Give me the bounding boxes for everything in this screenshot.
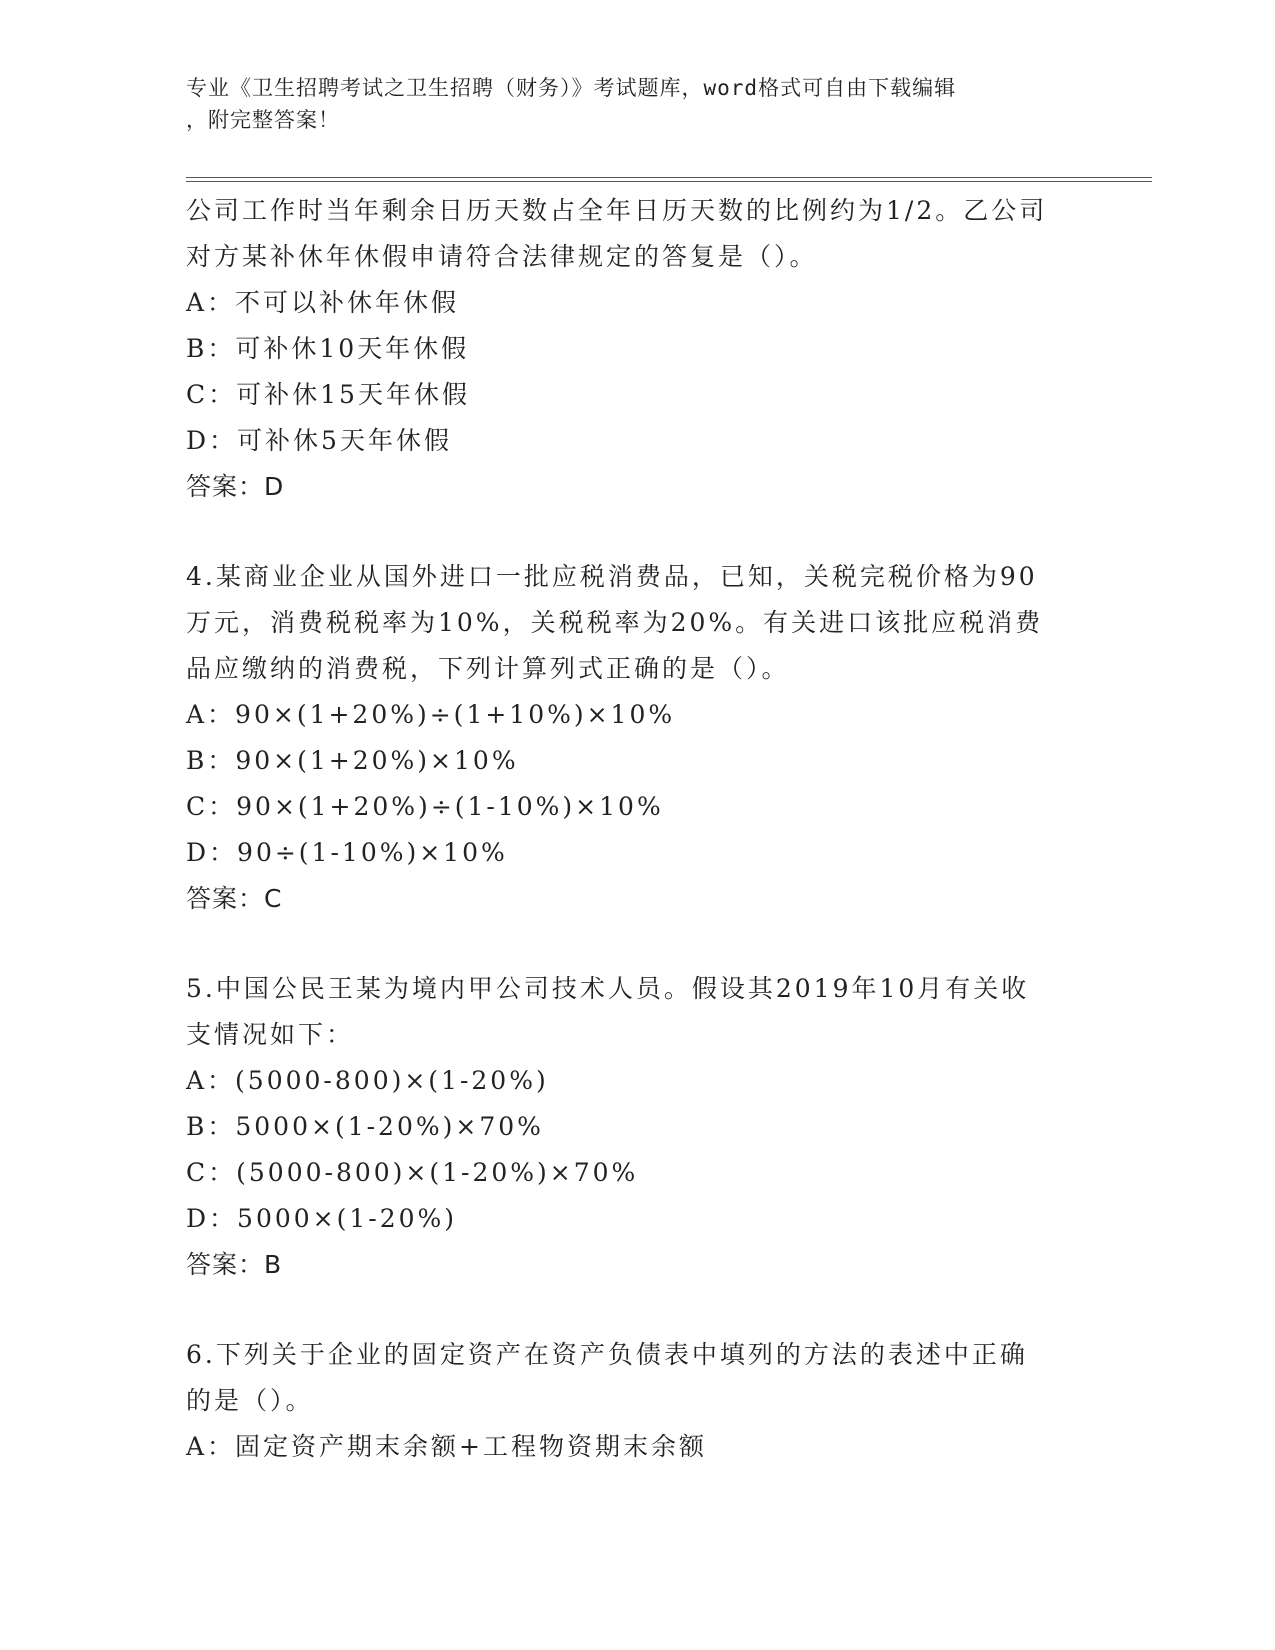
question-stem-line: 5.中国公民王某为境内甲公司技术人员。假设其2019年10月有关收	[186, 974, 1030, 1003]
answer-text: 答案：D	[186, 472, 285, 501]
option-b: B：5000×(1-20%)×70%	[186, 1112, 544, 1141]
answer-text: 答案：C	[186, 884, 283, 913]
question-stem-line: 的是（）。	[186, 1386, 314, 1415]
option-a: A：固定资产期末余额+工程物资期末余额	[186, 1432, 708, 1461]
option-a: A：(5000-800)×(1-20%)	[186, 1066, 549, 1095]
question-stem-line: 对方某补休年休假申请符合法律规定的答复是（）。	[186, 242, 818, 271]
header-line-1: 专业《卫生招聘考试之卫生招聘（财务）》考试题库，word格式可自由下载编辑	[186, 76, 957, 100]
question-stem-line: 4.某商业企业从国外进口一批应税消费品，已知，关税完税价格为90	[186, 562, 1038, 591]
option-a: A：不可以补休年休假	[186, 288, 460, 317]
option-c: C：90×(1+20%)÷(1-10%)×10%	[186, 792, 664, 821]
question-stem-line: 品应缴纳的消费税，下列计算列式正确的是（）。	[186, 654, 790, 683]
question-3	[186, 188, 1086, 510]
spacer	[186, 1288, 1086, 1332]
question-5	[186, 966, 1086, 1288]
spacer	[186, 922, 1086, 966]
option-b: B：可补休10天年休假	[186, 334, 470, 363]
question-stem-line: 公司工作时当年剩余日历天数占全年日历天数的比例约为1/2。乙公司	[186, 196, 1048, 225]
header-line-2: ，附完整答案！	[186, 108, 340, 132]
spacer	[186, 510, 1086, 554]
option-a: A：90×(1+20%)÷(1+10%)×10%	[186, 700, 676, 729]
header-divider-bottom	[186, 181, 1152, 182]
option-b: B：90×(1+20%)×10%	[186, 746, 519, 775]
option-c: C：可补休15天年休假	[186, 380, 470, 409]
header-divider-top	[186, 177, 1152, 178]
question-stem-line: 支情况如下：	[186, 1020, 355, 1049]
document-header	[186, 72, 1086, 136]
answer-text: 答案：B	[186, 1250, 283, 1279]
option-d: D：5000×(1-20%)	[186, 1204, 458, 1233]
option-d: D：90÷(1-10%)×10%	[186, 838, 508, 867]
option-c: C：(5000-800)×(1-20%)×70%	[186, 1158, 639, 1187]
question-4	[186, 554, 1086, 922]
question-stem-line: 万元，消费税税率为10%，关税税率为20%。有关进口该批应税消费	[186, 608, 1044, 637]
option-d: D：可补休5天年休假	[186, 426, 452, 455]
question-list	[186, 188, 1086, 1470]
question-6	[186, 1332, 1086, 1470]
question-stem-line: 6.下列关于企业的固定资产在资产负债表中填列的方法的表述中正确	[186, 1340, 1028, 1369]
